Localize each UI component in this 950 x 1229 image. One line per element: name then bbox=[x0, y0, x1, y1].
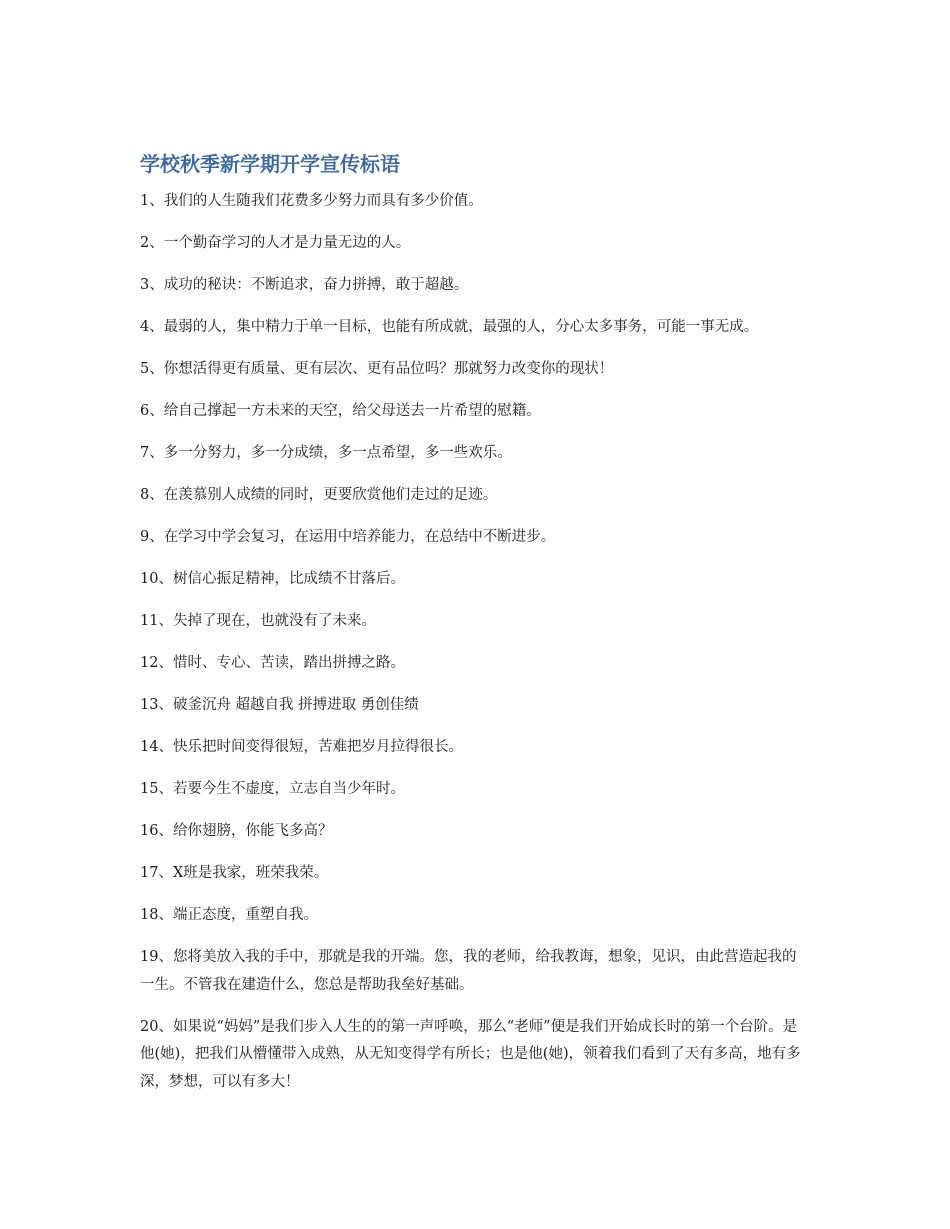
list-item: 4、最弱的人，集中精力于单一目标，也能有所成就，最强的人，分心太多事务，可能一事无成。 bbox=[140, 319, 759, 335]
page-title: 学校秋季新学期开学宣传标语 bbox=[140, 152, 400, 176]
list-item: 14、快乐把时间变得很短，苦难把岁月拉得很长。 bbox=[140, 739, 463, 755]
list-item: 11、失掉了现在，也就没有了未来。 bbox=[140, 613, 376, 629]
list-item: 20、如果说“妈妈”是我们步入人生的的第一声呼唤，那么“老师”便是我们开始成长时的第一个台阶。是他(她)，把我们从懵懂带入成熟，从无知变得学有所长；也是他(她)，领着我们看到了天有多高，地有多深，梦想，可以有多大！ bbox=[140, 1018, 801, 1090]
list-item: 8、在羡慕别人成绩的同时，更要欣赏他们走过的足迹。 bbox=[140, 487, 498, 503]
list-item: 13、破釜沉舟 超越自我 拼搏进取 勇创佳绩 bbox=[140, 697, 419, 713]
list-item: 1、我们的人生随我们花费多少努力而具有多少价值。 bbox=[140, 193, 483, 209]
list-item: 17、X班是我家，班荣我荣。 bbox=[140, 865, 329, 881]
list-item: 2、一个勤奋学习的人才是力量无边的人。 bbox=[140, 235, 411, 251]
list-item: 15、若要今生不虚度，立志自当少年时。 bbox=[140, 781, 405, 797]
list-item: 12、惜时、专心、苦读，踏出拼搏之路。 bbox=[140, 655, 405, 671]
list-item: 16、给你翅膀，你能飞多高？ bbox=[140, 823, 333, 839]
list-item: 18、端正态度，重塑自我。 bbox=[140, 907, 318, 923]
list-item: 10、树信心振足精神，比成绩不甘落后。 bbox=[140, 571, 405, 587]
slogan-list bbox=[140, 188, 810, 1096]
list-item: 7、多一分努力，多一分成绩，多一点希望，多一些欢乐。 bbox=[140, 445, 512, 461]
list-item: 3、成功的秘诀：不断追求，奋力拼搏，敢于超越。 bbox=[140, 277, 469, 293]
list-item: 19、您将美放入我的手中，那就是我的开端。您，我的老师，给我教诲，想象，见识，由此营造起我的一生。不管我在建造什么，您总是帮助我垒好基础。 bbox=[140, 949, 797, 993]
list-item: 5、你想活得更有质量、更有层次、更有品位吗？那就努力改变你的现状！ bbox=[140, 361, 614, 377]
list-item: 9、在学习中学会复习，在运用中培养能力，在总结中不断进步。 bbox=[140, 529, 556, 545]
list-item: 6、给自己撑起一方未来的天空，给父母送去一片希望的慰籍。 bbox=[140, 403, 541, 419]
